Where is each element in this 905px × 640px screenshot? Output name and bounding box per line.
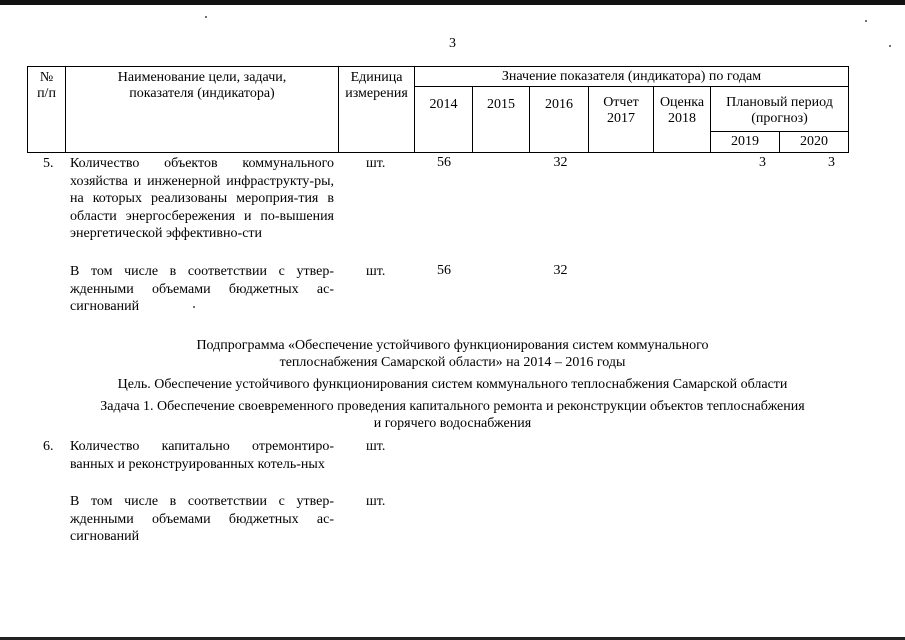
row-description: Количество объектов коммунального хозяйства и инженерной инфраструкту-ры, на которых реализованы мероприя-тия в области энергосбережения и по-вышения энергетической эффективно-сти xyxy=(70,156,334,241)
row-value-2016: 32 xyxy=(553,155,568,170)
row-unit: шт. xyxy=(366,264,386,279)
header-plan-period: Плановый период (прогноз) xyxy=(711,87,849,132)
row-description: В том числе в соответствии с утвер-жденными объемами бюджетных ас-сигнований xyxy=(70,494,334,544)
header-col-values: Значение показателя (индикатора) по годам xyxy=(415,67,849,87)
row-value-2020: 3 xyxy=(828,155,835,170)
header-col-name: Наименование цели, задачи, показателя (индикатора) xyxy=(66,67,339,153)
row-value-2019: 3 xyxy=(759,155,766,170)
row-number: 6. xyxy=(43,439,54,454)
row-value-2014: 56 xyxy=(437,155,451,170)
row-value-2016: 32 xyxy=(553,263,568,278)
row-unit: шт. xyxy=(366,156,386,171)
page-number: 3 xyxy=(449,36,456,51)
header-col-number: № п/п xyxy=(28,67,66,153)
header-plan-2019: 2019 xyxy=(711,132,780,153)
header-estimate-2018: Оценка 2018 xyxy=(654,87,711,153)
header-year-2014: 2014 xyxy=(415,87,473,153)
row-unit: шт. xyxy=(366,439,386,454)
scan-speck xyxy=(205,16,207,18)
header-year-2015: 2015 xyxy=(473,87,530,153)
subprogram-title: Подпрограмма «Обеспечение устойчивого функционирования систем коммунального теплоснабжения Самарской области» на 2014 – 2016 годы xyxy=(196,338,709,370)
header-report-2017: Отчет 2017 xyxy=(589,87,654,153)
task-heading: Задача 1. Обеспечение своевременного проведения капитального ремонта и реконструкции объектов теплоснабжения и горячего водоснабжения xyxy=(100,399,805,431)
header-year-2016: 2016 xyxy=(530,87,589,153)
goal-heading: Цель. Обеспечение устойчивого функционирования систем коммунального теплоснабжения Самарской области xyxy=(117,377,788,392)
row-value-2014: 56 xyxy=(437,263,451,278)
indicator-table-header xyxy=(27,66,849,153)
scan-speck xyxy=(865,20,867,22)
row-unit: шт. xyxy=(366,494,386,509)
header-col-unit: Единица измерения xyxy=(339,67,415,153)
row-number: 5. xyxy=(43,156,54,171)
header-plan-2020: 2020 xyxy=(780,132,849,153)
row-description: Количество капитально отремонтиро-ванных и реконструированных котель-ных xyxy=(70,439,334,472)
row-description: В том числе в соответствии с утвер-жденными объемами бюджетных ас-сигнований xyxy=(70,264,334,314)
scan-top-border xyxy=(0,0,905,5)
